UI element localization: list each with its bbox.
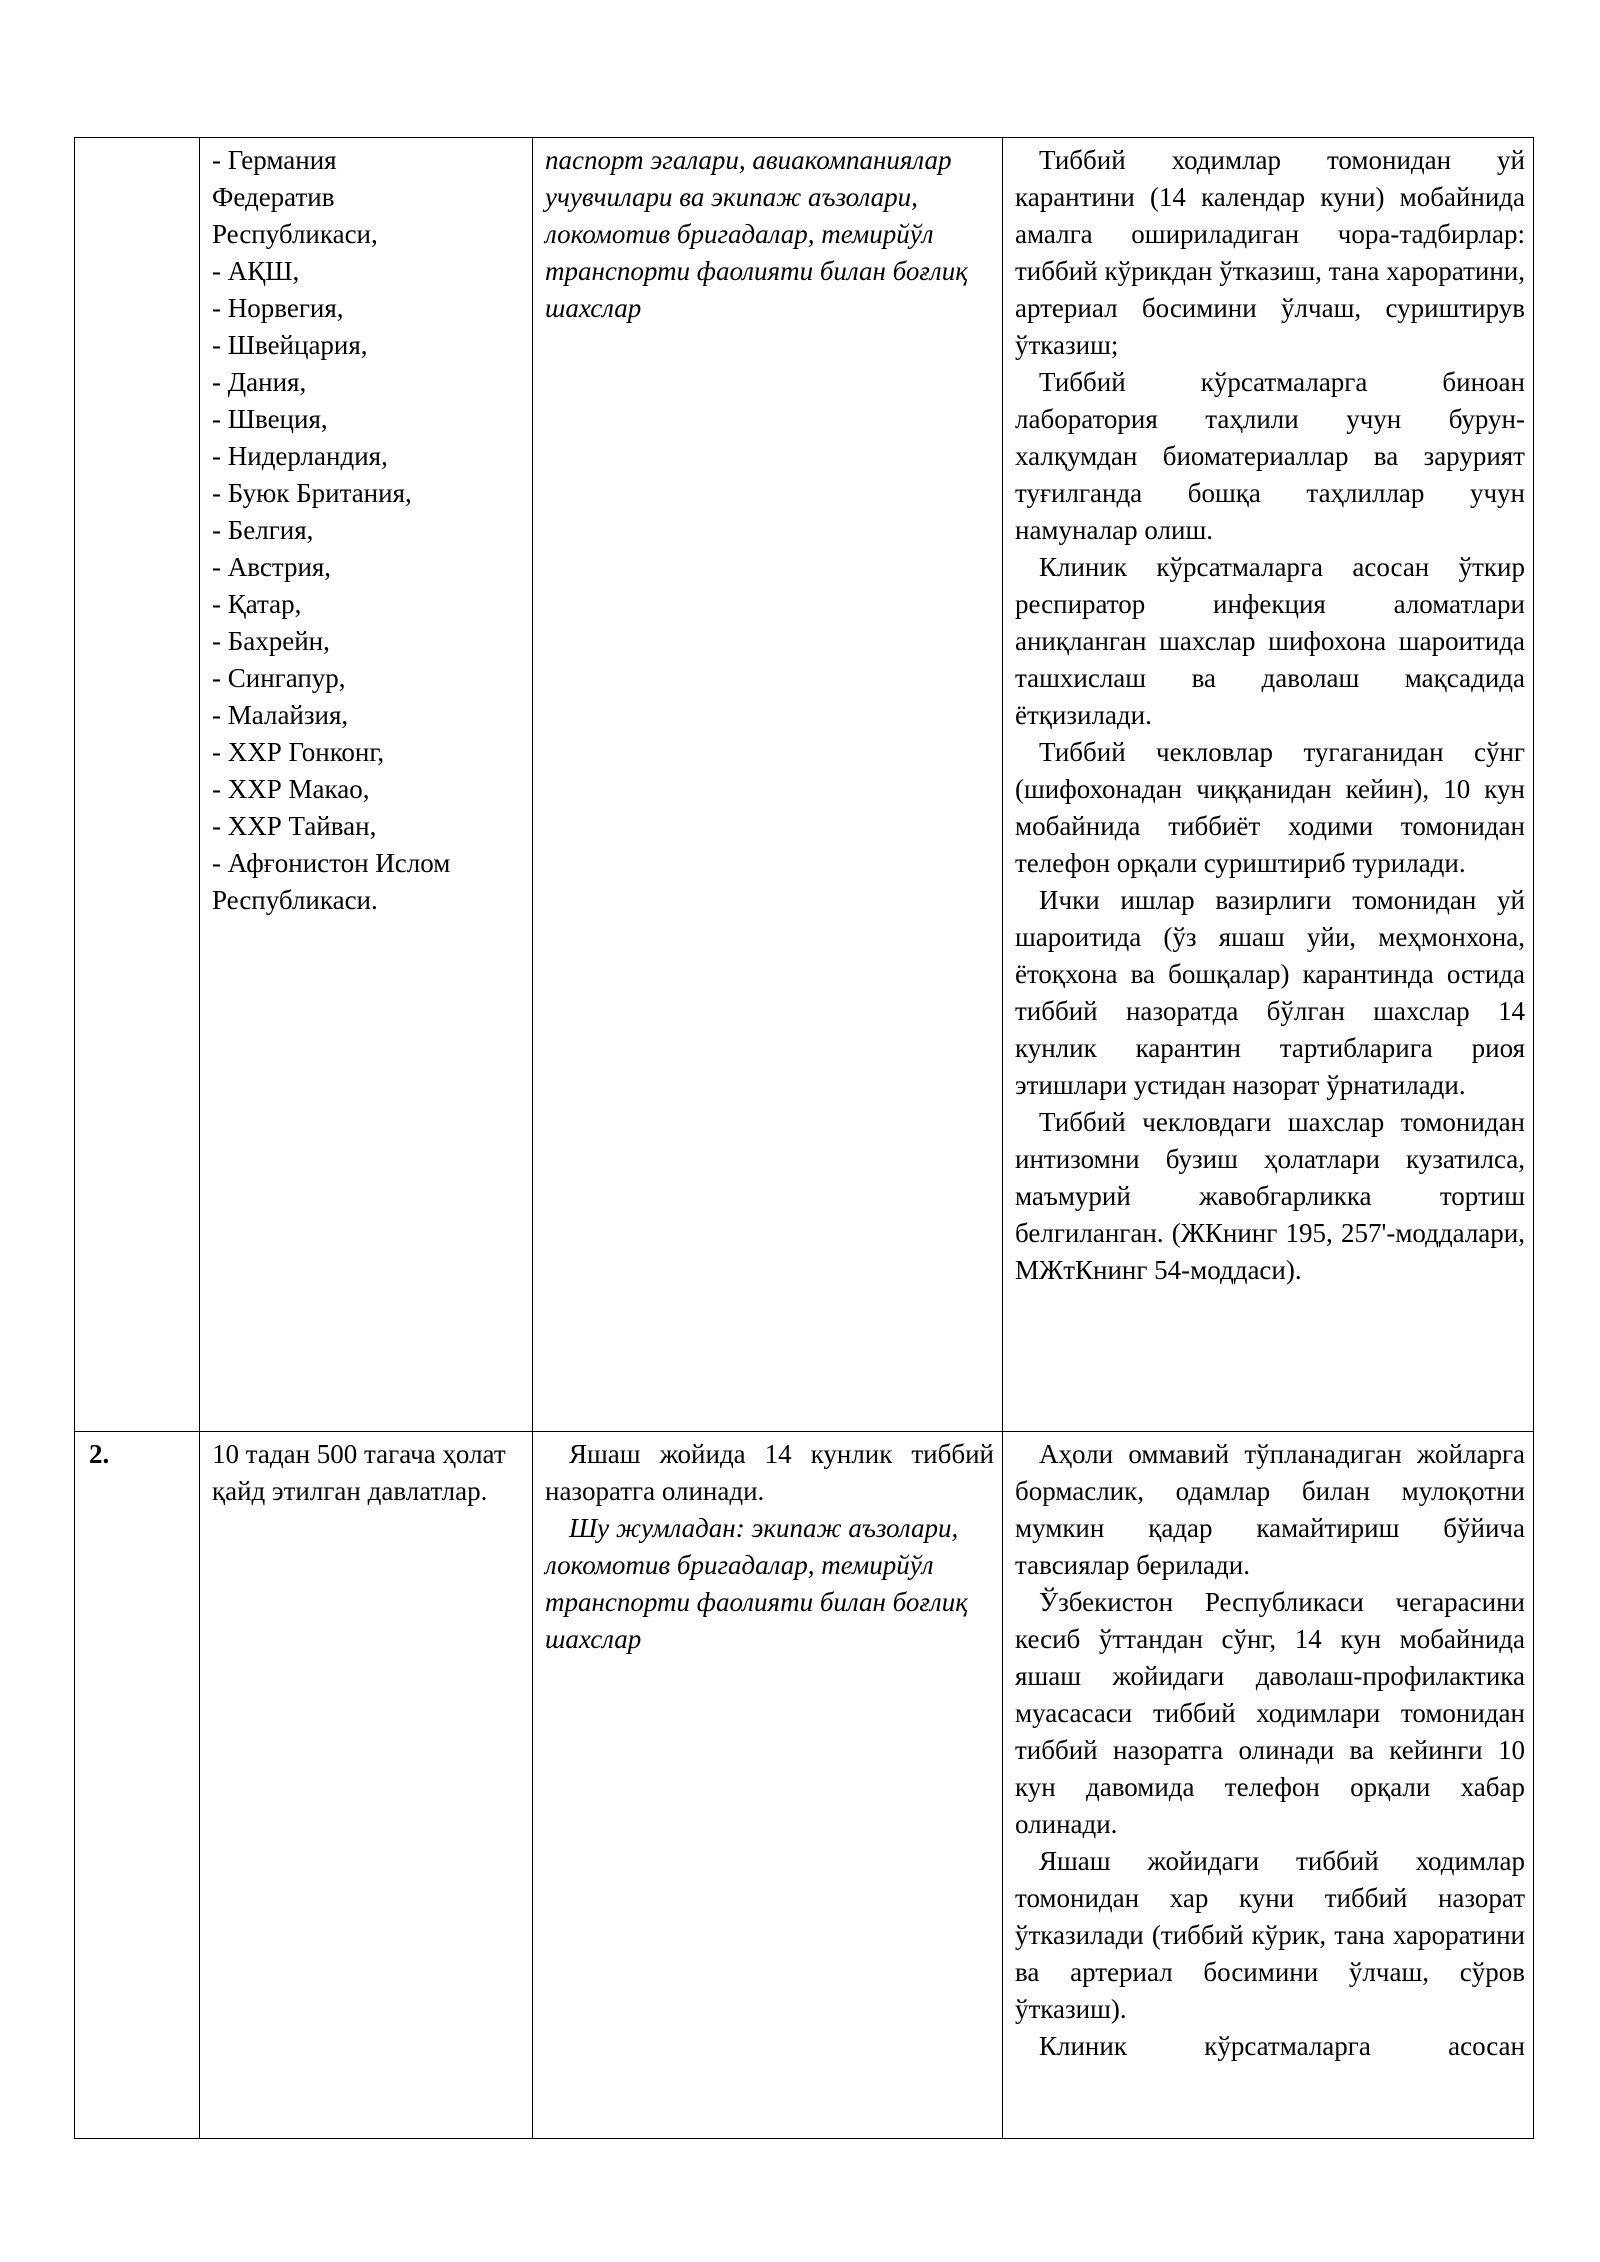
category-italic-text: паспорт эгалари, авиакомпаниялар учувчилари ва экипаж аъзолари, локомотив бригадалар, темирйўл транспорти фаолияти билан боғлиқ шахслар [545, 145, 968, 323]
table-row [75, 1432, 1534, 2139]
country-line: - АҚШ, [212, 256, 300, 286]
country-line: - Сингапур, [212, 663, 346, 693]
measure-paragraph: Тиббий чекловдаги шахслар томонидан интизомни бузиш ҳолатлари кузатилса, маъмурий жавобгарликка тортиш белгиланган. (ЖКнинг 195, 257'-моддалари, МЖтКнинг 54-моддаси). [1015, 1107, 1525, 1285]
country-line: - Австрия, [212, 552, 332, 582]
country-line: - ХХР Тайван, [212, 811, 377, 841]
measure-paragraph: Яшаш жойидаги тиббий ходимлар томонидан хар куни тиббий назорат ўтказилади (тиббий кўрик, тана хароратини ва артериал босимини ўлчаш, сўров ўтказиш). [1015, 1846, 1525, 2024]
category-italic-text: Шу жумладан: экипаж аъзолари, локомотив бригадалар, темирйўл транспорти фаолияти билан боғлиқ шахслар [545, 1513, 968, 1654]
measure-paragraph: Ички ишлар вазирлиги томонидан уй шароитида (ўз яшаш уйи, меҳмонхона, ётоқхона ва бошқалар) карантинда остида тиббий назоратда бўлган шахслар 14 кунлик карантин тартибларига риоя этишлари устидан назорат ўрнатилади. [1015, 885, 1525, 1100]
country-line: - ХХР Гонконг, [212, 737, 385, 767]
countries-cell [200, 1432, 533, 2139]
country-line: - Белгия, [212, 515, 314, 545]
measure-paragraph: Тиббий ходимлар томонидан уй карантини (14 календар куни) мобайнида амалга ошириладиган чора-тадбирлар: тиббий кўрикдан ўтказиш, тана хароратини, артериал босимини ўлчаш, суриштирув ўтказиш; [1015, 145, 1525, 360]
measure-paragraph: Клиник кўрсатмаларга асосан ўткир респиратор инфекция аломатлари аниқланган шахслар шифохона шароитида ташхислаш ва даволаш мақсадида ётқизилади. [1015, 552, 1525, 730]
country-line: - ХХР Макао, [212, 774, 370, 804]
row-number-cell [75, 138, 200, 1432]
measure-paragraph: Клиник кўрсатмаларга асосан [1039, 2031, 1525, 2061]
country-line: - Бахрейн, [212, 626, 330, 656]
country-line: Республикаси, [212, 219, 378, 249]
country-line: - Швеция, [212, 404, 328, 434]
row-number-cell: 2. [75, 1432, 200, 2139]
measure-paragraph: Тиббий кўрсатмаларга биноан лаборатория таҳлили учун бурун-халқумдан биоматериаллар ва зарурият туғилганда бошқа таҳлиллар учун намуналар олиш. [1015, 367, 1525, 545]
country-line: - Нидерландия, [212, 441, 388, 471]
countries-text: 10 тадан 500 тагача ҳолат қайд этилган давлатлар. [212, 1439, 506, 1506]
country-line: - Германия [212, 145, 337, 175]
country-line: - Малайзия, [212, 700, 349, 730]
category-cell [533, 1432, 1003, 2139]
category-cell [533, 138, 1003, 1432]
country-line: - Буюк Британия, [212, 478, 412, 508]
country-line: - Норвегия, [212, 293, 344, 323]
measures-table [74, 137, 1534, 2139]
category-plain-text: Яшаш жойида 14 кунлик тиббий назоратга олинади. [545, 1439, 994, 1506]
country-line: - Афғонистон Ислом [212, 848, 451, 878]
measures-cell [1003, 138, 1534, 1432]
country-line: - Қатар, [212, 589, 302, 619]
country-line: - Дания, [212, 367, 307, 397]
countries-cell [200, 138, 533, 1432]
measure-paragraph: Тиббий чекловлар тугаганидан сўнг (шифохонадан чиққанидан кейин), 10 кун мобайнида тиббиёт ходими томонидан телефон орқали суриштириб турилади. [1015, 737, 1525, 878]
country-line: Республикаси. [212, 885, 378, 915]
country-line: - Швейцария, [212, 330, 368, 360]
measure-paragraph: Аҳоли оммавий тўпланадиган жойларга бормаслик, одамлар билан мулоқотни мумкин қадар камайтириш бўйича тавсиялар берилади. [1015, 1439, 1525, 1580]
measures-cell [1003, 1432, 1534, 2139]
table-row [75, 138, 1534, 1432]
country-line: Федератив [212, 182, 335, 212]
measure-paragraph: Ўзбекистон Республикаси чегарасини кесиб ўттандан сўнг, 14 кун мобайнида яшаш жойидаги даволаш-профилактика муасасаси тиббий ходимлари томонидан тиббий назоратга олинади ва кейинги 10 кун давомида телефон орқали хабар олинади. [1015, 1587, 1525, 1839]
